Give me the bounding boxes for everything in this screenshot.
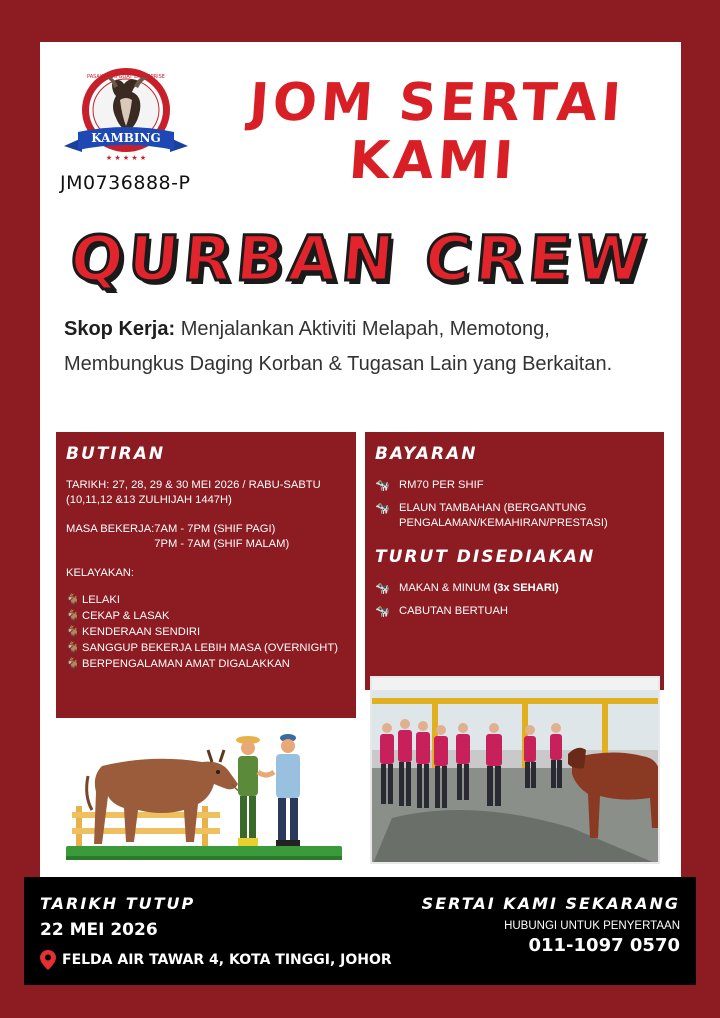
- scope-text: [64, 312, 664, 382]
- phone-number[interactable]: 011-1097 0570: [528, 935, 680, 956]
- cow-icon: 🐄: [375, 581, 390, 595]
- masa-bekerja: [66, 522, 346, 552]
- masa-malam: 7PM - 7AM (SHIF MALAM): [154, 538, 290, 550]
- goat-icon: 🐐: [66, 658, 80, 670]
- list-item: 🐄 CABUTAN BERTUAH: [375, 604, 508, 618]
- headline-line1: JOM SERTAI: [247, 73, 627, 133]
- goat-icon: 🐐: [66, 626, 80, 638]
- location: [40, 950, 392, 970]
- masa-pagi: 7AM - 7PM (SHIF PAGI): [154, 523, 276, 535]
- scope-label: Skop Kerja:: [64, 318, 176, 340]
- location-pin-icon: [40, 950, 56, 970]
- bayaran-panel: [365, 432, 664, 690]
- list-item: 🐄 MAKAN & MINUM (3x SEHARI): [375, 581, 559, 595]
- goat-icon: 🐐: [66, 610, 80, 622]
- headline: [206, 74, 664, 190]
- scope-description: Menjalankan Aktiviti Melapah, Memotong, Membungkus Daging Korban & Tugasan Lain yang Berkaitan.: [64, 318, 613, 375]
- goat-icon: 🐐: [66, 594, 80, 606]
- hubungi-text: HUBUNGI UNTUK PENYERTAAN: [504, 920, 680, 932]
- list-item: 🐐 CEKAP & LASAK: [66, 610, 170, 622]
- butiran-panel: [56, 432, 356, 718]
- bayaran-title: BAYARAN: [375, 444, 478, 464]
- list-item: 🐄 ELAUN TAMBAHAN (BERGANTUNG PENGALAMAN/KEMAHIRAN/PRESTASI): [375, 501, 608, 529]
- list-item: 🐐 BERPENGALAMAN AMAT DIGALAKKAN: [66, 658, 290, 670]
- cta-text: SERTAI KAMI SEKARANG: [421, 894, 680, 913]
- kambing-logo: [60, 66, 192, 166]
- cow-icon: 🐄: [375, 501, 390, 515]
- list-item: 🐄 RM70 PER SHIF: [375, 478, 484, 492]
- farmers-cow-illustration: [62, 726, 347, 866]
- list-item: 🐐 LELAKI: [66, 594, 120, 606]
- cow-icon: 🐄: [375, 478, 390, 492]
- tarikh-tutup-label: TARIKH TUTUP: [40, 894, 196, 913]
- registration-number: JM0736888-P: [60, 172, 191, 194]
- kelayakan-label: KELAYAKAN:: [66, 567, 134, 579]
- logo-top-text: PASAK PLUS GOAT ENTERPRISE: [87, 74, 165, 80]
- photo-scene: [372, 678, 660, 864]
- tarikh-tutup-date: 22 MEI 2026: [40, 920, 158, 940]
- logo-banner-text: KAMBING: [91, 131, 161, 145]
- qurban-crew-title: QURBAN CREW: [67, 222, 653, 295]
- disediakan-title: TURUT DISEDIAKAN: [375, 547, 596, 567]
- location-text: FELDA AIR TAWAR 4, KOTA TINGGI, JOHOR: [62, 952, 392, 968]
- list-item: 🐐 KENDERAAN SENDIRI: [66, 626, 201, 638]
- qurban-crew-photo: [370, 676, 660, 864]
- goat-icon: 🐐: [66, 642, 80, 654]
- butiran-title: BUTIRAN: [66, 444, 166, 464]
- list-item: 🐐 SANGGUP BEKERJA LEBIH MASA (OVERNIGHT): [66, 642, 338, 654]
- tarikh-text: TARIKH: 27, 28, 29 & 30 MEI 2026 / RABU-SABTU (10,11,12 &13 ZULHIJAH 1447H): [66, 479, 321, 506]
- headline-line2: KAMI: [347, 131, 519, 191]
- footer-bar: [24, 877, 696, 985]
- svg-text:★ ★ ★ ★ ★: ★ ★ ★ ★ ★: [105, 154, 147, 162]
- cow-icon: 🐄: [375, 604, 390, 618]
- masa-label: MASA BEKERJA:: [66, 523, 155, 535]
